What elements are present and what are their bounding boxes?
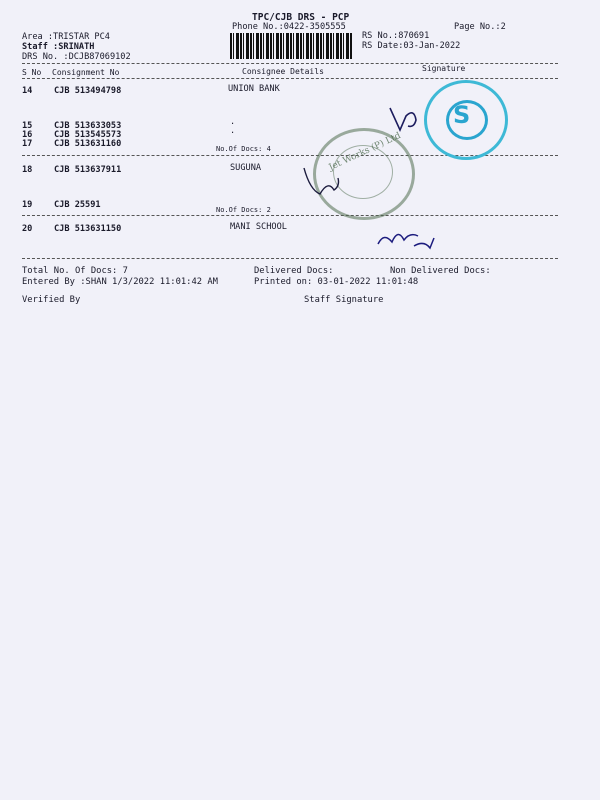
company-stamp-text: Jet Works (P) Ltd <box>327 130 403 174</box>
row-sno: 16 <box>22 130 33 140</box>
divider <box>22 78 558 79</box>
signature-mark <box>300 160 350 202</box>
group-doc-count: No.Of Docs: 2 <box>216 206 271 214</box>
page-number: Page No.:2 <box>454 22 506 32</box>
row-consignment: CJB 513631160 <box>54 139 122 149</box>
delivered-docs: Delivered Docs: <box>254 266 334 276</box>
row-sno: 14 <box>22 86 33 96</box>
rs-number: RS No.:870691 <box>362 31 430 41</box>
row-consignee: . <box>230 117 236 127</box>
row-sno: 20 <box>22 224 33 234</box>
phone-number: Phone No.:0422-3505555 <box>232 22 346 32</box>
seal-stamp-letter: S <box>453 101 471 129</box>
signature-mark <box>374 222 444 256</box>
printed-on: Printed on: 03-01-2022 11:01:48 <box>254 277 419 287</box>
col-consignment: Consignment No <box>52 68 120 77</box>
entered-by: Entered By :SHAN 1/3/2022 11:01:42 AM <box>22 277 218 287</box>
row-consignment: CJB 513637911 <box>54 165 122 175</box>
total-docs: Total No. Of Docs: 7 <box>22 266 128 276</box>
non-delivered-docs: Non Delivered Docs: <box>390 266 491 276</box>
row-consignee: SUGUNA <box>230 163 262 173</box>
row-consignment: CJB 513631150 <box>54 224 122 234</box>
drs-number: DRS No. :DCJB87069102 <box>22 52 131 62</box>
divider <box>22 63 558 64</box>
col-consignee: Consignee Details <box>242 67 324 76</box>
col-s-no: S No <box>22 68 42 77</box>
row-sno: 15 <box>22 121 33 131</box>
row-consignment: CJB 513545573 <box>54 130 122 140</box>
divider <box>22 215 558 216</box>
staff-label: Staff :SRINATH <box>22 42 95 52</box>
staff-signature: Staff Signature <box>304 295 384 305</box>
row-consignment: CJB 513494798 <box>54 86 122 96</box>
rs-date: RS Date:03-Jan-2022 <box>362 41 461 51</box>
col-signature: Signature <box>422 64 466 73</box>
barcode <box>230 33 352 59</box>
row-consignee: MANI SCHOOL <box>230 222 287 232</box>
row-consignment: CJB 25591 <box>54 200 101 210</box>
area-label: Area :TRISTAR PC4 <box>22 32 110 42</box>
row-consignment: CJB 513633053 <box>54 121 122 131</box>
group-doc-count: No.Of Docs: 4 <box>216 145 271 153</box>
signature-mark <box>384 104 424 140</box>
document-title: TPC/CJB DRS - PCP <box>252 12 350 23</box>
row-consignee: UNION BANK <box>228 84 280 94</box>
row-sno: 17 <box>22 139 33 149</box>
divider <box>22 258 558 259</box>
verified-by: Verified By <box>22 295 81 305</box>
row-sno: 19 <box>22 200 33 210</box>
row-sno: 18 <box>22 165 33 175</box>
row-consignee: . <box>230 126 236 136</box>
